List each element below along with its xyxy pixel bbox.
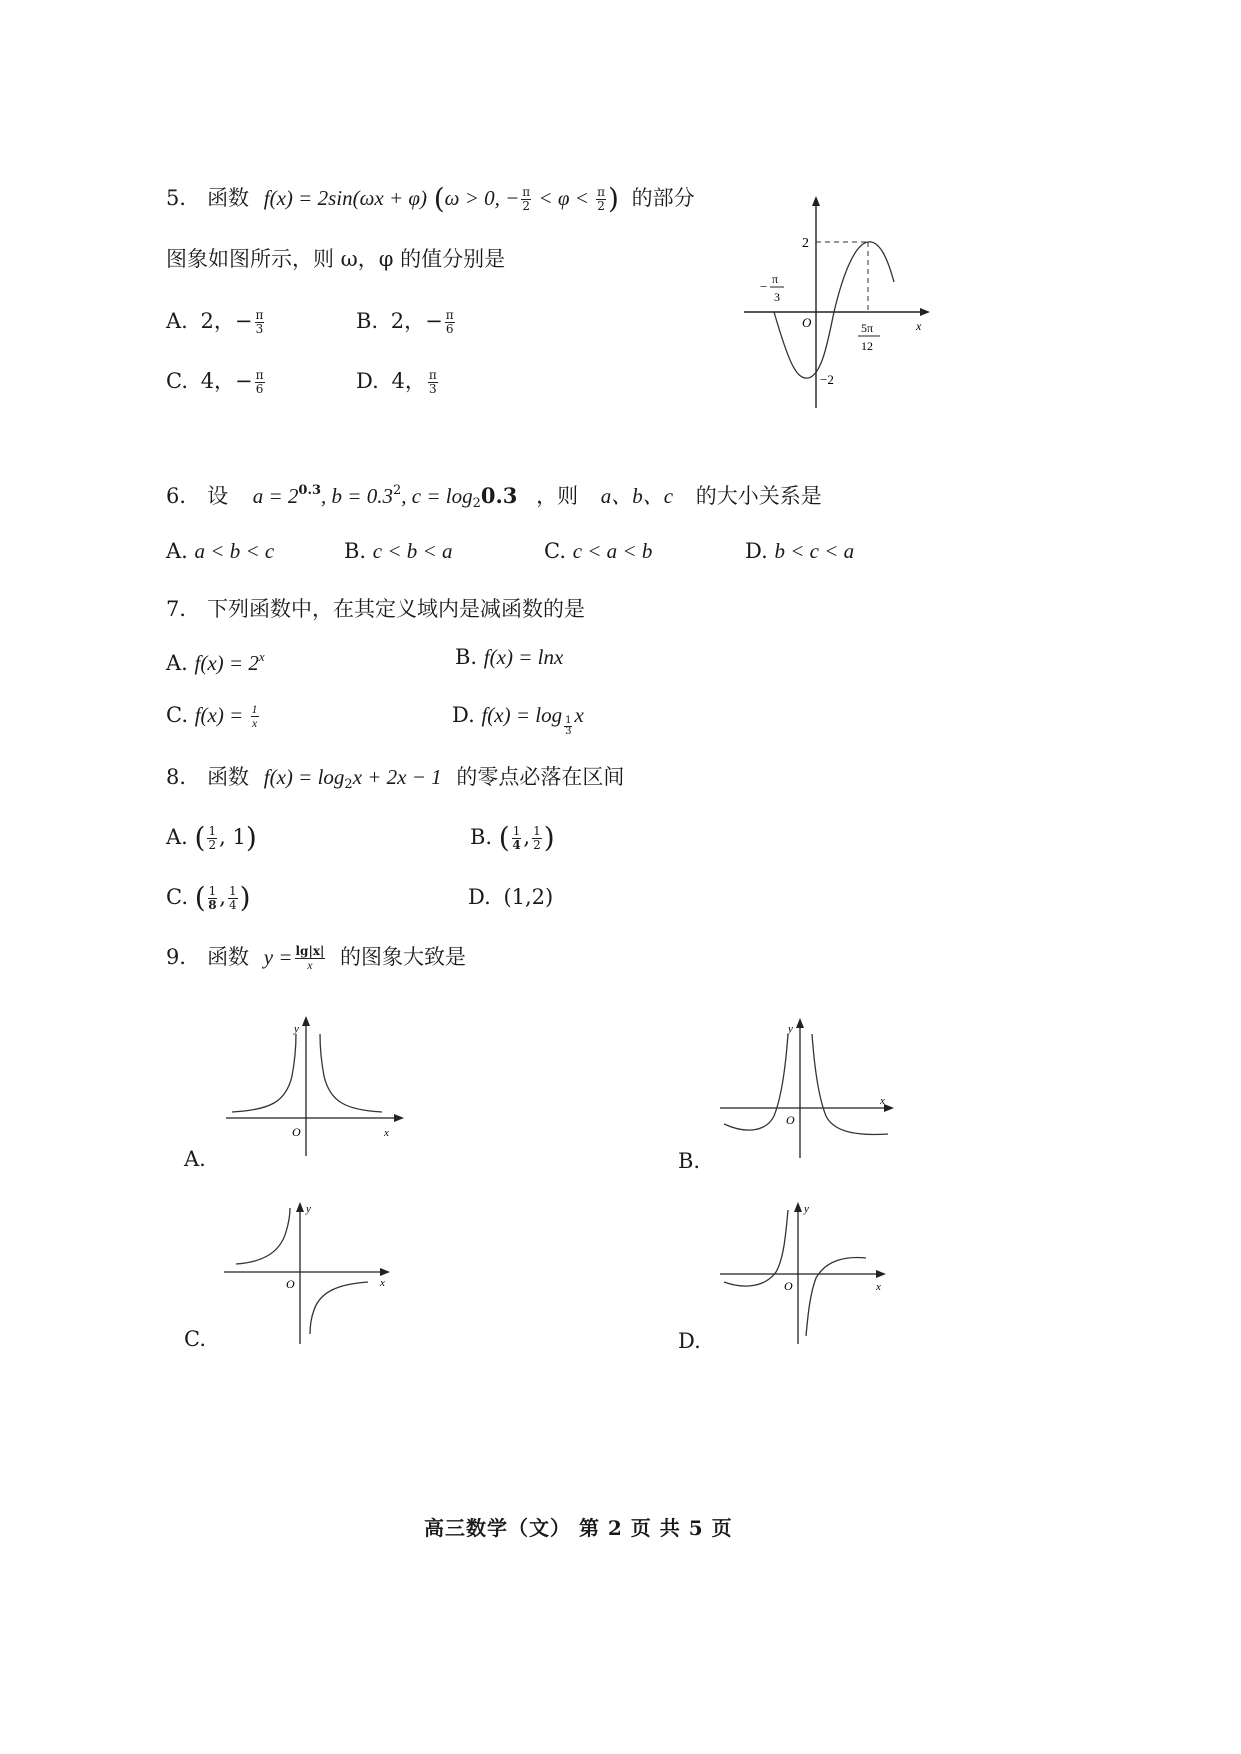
q9-a-x-label: x: [384, 1127, 389, 1139]
q8-option-c-num1: 1: [208, 884, 217, 898]
q9-b-y-label: y: [788, 1023, 793, 1035]
q5-option-b-den: 6: [445, 322, 454, 336]
q5-y-max-label: 2: [802, 236, 809, 251]
q8-stem: [166, 762, 624, 800]
q8-option-b-frac-1: [512, 825, 522, 852]
q5-left-sign: −: [760, 279, 768, 294]
q8-option-a-den: 2: [208, 838, 217, 852]
q8-option-b-frac-2: [532, 825, 542, 852]
q6-option-a-label: A.: [166, 539, 188, 563]
q5-option-d-num: π: [428, 368, 437, 382]
q9-a-x-arrow: [394, 1114, 404, 1122]
q9-c-right-branch: [310, 1282, 368, 1334]
q5-option-b: [356, 306, 457, 336]
q9-d-left-branch: [724, 1210, 788, 1286]
q8-option-a-num: 1: [208, 824, 217, 838]
q9-c-origin: O: [286, 1277, 295, 1291]
q6-option-d-label: D.: [745, 539, 768, 563]
q9-tail: 的图象大致是: [340, 945, 467, 969]
q6-option-c: [544, 536, 652, 566]
q9-frac: [295, 945, 326, 972]
q9-d-y-arrow: [794, 1202, 802, 1212]
q5-sine-curve: [774, 242, 894, 378]
q9-graph-a: [220, 1010, 420, 1160]
q9-label-a: A.: [184, 1147, 206, 1171]
q6-expr-b: , b = 0.3: [321, 484, 393, 508]
q7-option-c-num: 1: [251, 702, 258, 716]
q9-d-origin: O: [784, 1279, 793, 1293]
q6-sub-c: 2: [472, 496, 481, 511]
q5-frac-2-num: π: [597, 185, 606, 199]
q7-option-b-label: B.: [455, 645, 478, 669]
q8-option-c-open: (: [194, 881, 206, 914]
q7-option-d-label: D.: [452, 703, 475, 727]
q6-stem: [166, 476, 822, 519]
q9-frac-num: lg|x|: [295, 944, 325, 958]
q7-option-a-expr: f(x) = 2: [194, 651, 259, 675]
q9-c-y-label: y: [306, 1203, 311, 1215]
q9-label-d: D.: [678, 1329, 701, 1353]
q6-exp-b: 2: [392, 483, 402, 498]
q7-option-d-tail: x: [574, 703, 584, 727]
q5-option-d: [356, 366, 440, 396]
q5-x-arrow: [920, 308, 930, 316]
q9-c-x-arrow: [380, 1268, 390, 1276]
q5-cond-a: ω > 0, −: [444, 186, 520, 210]
q7-option-a-exp: x: [258, 649, 265, 664]
q9-stem: [166, 942, 466, 972]
q8-option-c-label: C.: [166, 885, 188, 909]
q6-expr-c: , c = log: [401, 484, 473, 508]
q9-a-y-label: y: [294, 1023, 299, 1035]
q9-b-x-arrow: [884, 1104, 894, 1112]
q5-sine-graph: [738, 190, 938, 420]
q6-tail: 的大小关系是: [695, 484, 822, 508]
q7-option-c: [166, 700, 261, 730]
q7-option-a: [166, 642, 265, 678]
q9-frac-den: x: [307, 958, 313, 972]
q5-option-d-frac: [428, 369, 438, 396]
q6-option-c-value: c < a < b: [572, 539, 653, 563]
q9-label-c: C.: [184, 1327, 206, 1351]
q5-left-num: π: [772, 272, 779, 286]
q6-number: 6．: [166, 484, 201, 508]
q6-option-a: [166, 536, 274, 566]
q8-lead: 函数: [207, 765, 250, 789]
q5-right-num: 5π: [861, 321, 874, 335]
q9-d-x-arrow: [876, 1270, 886, 1278]
q6-mid: ，则: [536, 484, 579, 508]
q8-option-d-label: D.: [468, 885, 491, 909]
q5-frac-2: [596, 186, 606, 213]
q7-option-d-sub: [564, 716, 572, 737]
q5-option-a: [166, 306, 266, 336]
q8-option-b-num1: 1: [512, 824, 521, 838]
q5-x-label: x: [916, 319, 922, 333]
q5-option-c-num: π: [255, 368, 264, 382]
q8-option-b-close: ): [543, 821, 555, 854]
q9-b-x-label: x: [880, 1095, 885, 1107]
q7-option-c-den: x: [251, 716, 258, 730]
q7-option-c-label: C.: [166, 703, 188, 727]
q6-option-a-value: a < b < c: [194, 539, 275, 563]
q6-option-b-value: c < b < a: [372, 539, 453, 563]
q9-b-right-branch: [812, 1034, 888, 1134]
q6-option-c-label: C.: [544, 539, 566, 563]
q8-option-a-label: A.: [166, 825, 188, 849]
q5-option-d-label: D.: [356, 369, 379, 393]
q5-option-c-frac: [255, 369, 265, 396]
q9-graph-c: [218, 1198, 418, 1348]
q7-option-a-label: A.: [166, 651, 188, 675]
q8-option-b: [470, 822, 555, 852]
q5-option-c: [166, 366, 267, 396]
q9-lead: 函数: [207, 945, 250, 969]
q9-d-x-label: x: [876, 1281, 881, 1293]
q9-d-right-branch: [806, 1258, 866, 1336]
q7-option-c-expr: f(x) =: [194, 703, 249, 727]
q9-a-left-branch: [232, 1034, 296, 1112]
q5-option-a-value: 2，−: [200, 309, 253, 333]
q8-option-c: [166, 882, 251, 912]
q8-option-a-rest: , 1: [219, 825, 246, 849]
q9-c-x-label: x: [380, 1277, 385, 1289]
q5-frac-1: [521, 186, 531, 213]
q8-option-c-den1: 8: [208, 898, 217, 912]
q9-b-y-arrow: [796, 1018, 804, 1028]
q9-d-y-label: y: [804, 1203, 809, 1215]
q6-expr-c2: 0.3: [480, 483, 518, 508]
q5-open-paren: (: [433, 182, 445, 215]
q9-a-y-arrow: [302, 1016, 310, 1026]
q9-number: 9．: [166, 945, 201, 969]
q5-y-arrow: [812, 196, 820, 206]
q9-graph-b: [716, 1012, 916, 1162]
q5-option-c-value: 4，−: [200, 369, 253, 393]
q9-y: y =: [263, 945, 293, 969]
q9-a-origin: O: [292, 1125, 301, 1139]
q7-option-b-expr: f(x) = lnx: [483, 645, 564, 669]
q8-option-a-open: (: [194, 821, 206, 854]
q5-option-d-den: 3: [428, 382, 437, 396]
q8-option-c-num2: 1: [228, 884, 237, 898]
q9-label-b: B.: [678, 1149, 701, 1173]
q7-option-b: [455, 642, 563, 672]
q5-option-a-den: 3: [255, 322, 264, 336]
q9-c-y-arrow: [296, 1202, 304, 1212]
q5-option-a-label: A.: [166, 309, 188, 333]
q5-frac-2-den: 2: [597, 199, 605, 213]
q5-option-a-frac: [255, 309, 265, 336]
q5-origin-label: O: [802, 315, 812, 330]
q8-option-b-den2: 2: [533, 838, 541, 852]
q5-frac-1-den: 2: [522, 199, 531, 213]
q6-option-d-value: b < c < a: [774, 539, 855, 563]
q8-number: 8．: [166, 765, 201, 789]
q5-number: 5．: [166, 186, 201, 210]
q6-exp-a: 0.3: [298, 483, 322, 498]
q8-option-a: [166, 822, 257, 852]
q8-option-c-den2: 4: [228, 898, 237, 912]
q8-option-b-open: (: [498, 821, 510, 854]
q5-lead: 函数: [207, 186, 250, 210]
q5-frac-1-num: π: [522, 185, 531, 199]
q8-option-d: [468, 882, 553, 912]
q7-option-d-expr: f(x) = log: [481, 703, 563, 727]
q5-close-paren: ): [608, 182, 619, 215]
q5-option-b-frac: [445, 309, 455, 336]
q7-option-d-sub-den: 3: [565, 726, 572, 737]
q8-option-d-value: (1,2): [503, 885, 554, 909]
q8-option-a-frac: [207, 825, 217, 852]
q8-option-b-label: B.: [470, 825, 493, 849]
q8-option-b-den1: 4: [512, 838, 521, 852]
q7-option-d: [452, 700, 584, 737]
q9-c-left-branch: [236, 1208, 290, 1264]
q7-text: 下列函数中，在其定义域内是减函数的是: [207, 597, 586, 621]
q5-option-b-label: B.: [356, 309, 379, 333]
q7-stem: [166, 594, 585, 624]
q8-option-c-frac-2: [228, 885, 238, 912]
q9-graph-d: [716, 1198, 916, 1348]
q5-tail: 的部分: [631, 186, 695, 210]
q5-option-b-num: π: [445, 308, 454, 322]
q5-option-d-value: 4，: [391, 369, 426, 393]
q5-cond-b: < φ <: [533, 186, 595, 210]
q7-number: 7．: [166, 597, 201, 621]
q5-option-c-den: 6: [255, 382, 264, 396]
q9-b-origin: O: [786, 1113, 795, 1127]
q5-right-den: 12: [861, 339, 873, 353]
q8-option-c-close: ): [239, 881, 251, 914]
q9-a-right-branch: [320, 1034, 382, 1112]
q5-stem-line1: [166, 183, 695, 213]
q8-option-b-comma: ,: [523, 825, 531, 849]
q8-expr: f(x) = log: [263, 765, 345, 789]
q5-option-b-value: 2，−: [390, 309, 443, 333]
q5-left-den: 3: [774, 290, 780, 304]
q7-option-d-sub-num: 1: [565, 715, 572, 726]
q6-lead: 设: [207, 484, 229, 508]
q9-b-left-branch: [724, 1034, 788, 1130]
q5-stem-line2: 图象如图所示，则 ω，φ 的值分别是: [166, 247, 506, 271]
q5-option-c-label: C.: [166, 369, 188, 393]
q6-expr-a: a = 2: [252, 484, 299, 508]
q8-sub: 2: [344, 777, 353, 792]
q8-option-c-frac-1: [208, 885, 218, 912]
q6-option-b-label: B.: [344, 539, 367, 563]
q5-y-min-label: −2: [820, 372, 834, 387]
q6-vars: a、b、c: [600, 484, 674, 508]
q8-expr2: x + 2x − 1: [352, 765, 442, 789]
q7-option-c-frac: [251, 703, 259, 730]
page-footer: 高三数学（文） 第 2 页 共 5 页: [424, 1516, 733, 1540]
q6-option-b: [344, 536, 452, 566]
q8-option-c-comma: ,: [219, 885, 226, 909]
q6-option-d: [745, 536, 854, 566]
q8-tail: 的零点必落在区间: [456, 765, 625, 789]
q8-option-a-close: ): [245, 821, 257, 854]
q5-option-a-num: π: [255, 308, 264, 322]
q5-function: f(x) = 2sin(ωx + φ): [263, 186, 427, 210]
q8-option-b-num2: 1: [533, 824, 541, 838]
